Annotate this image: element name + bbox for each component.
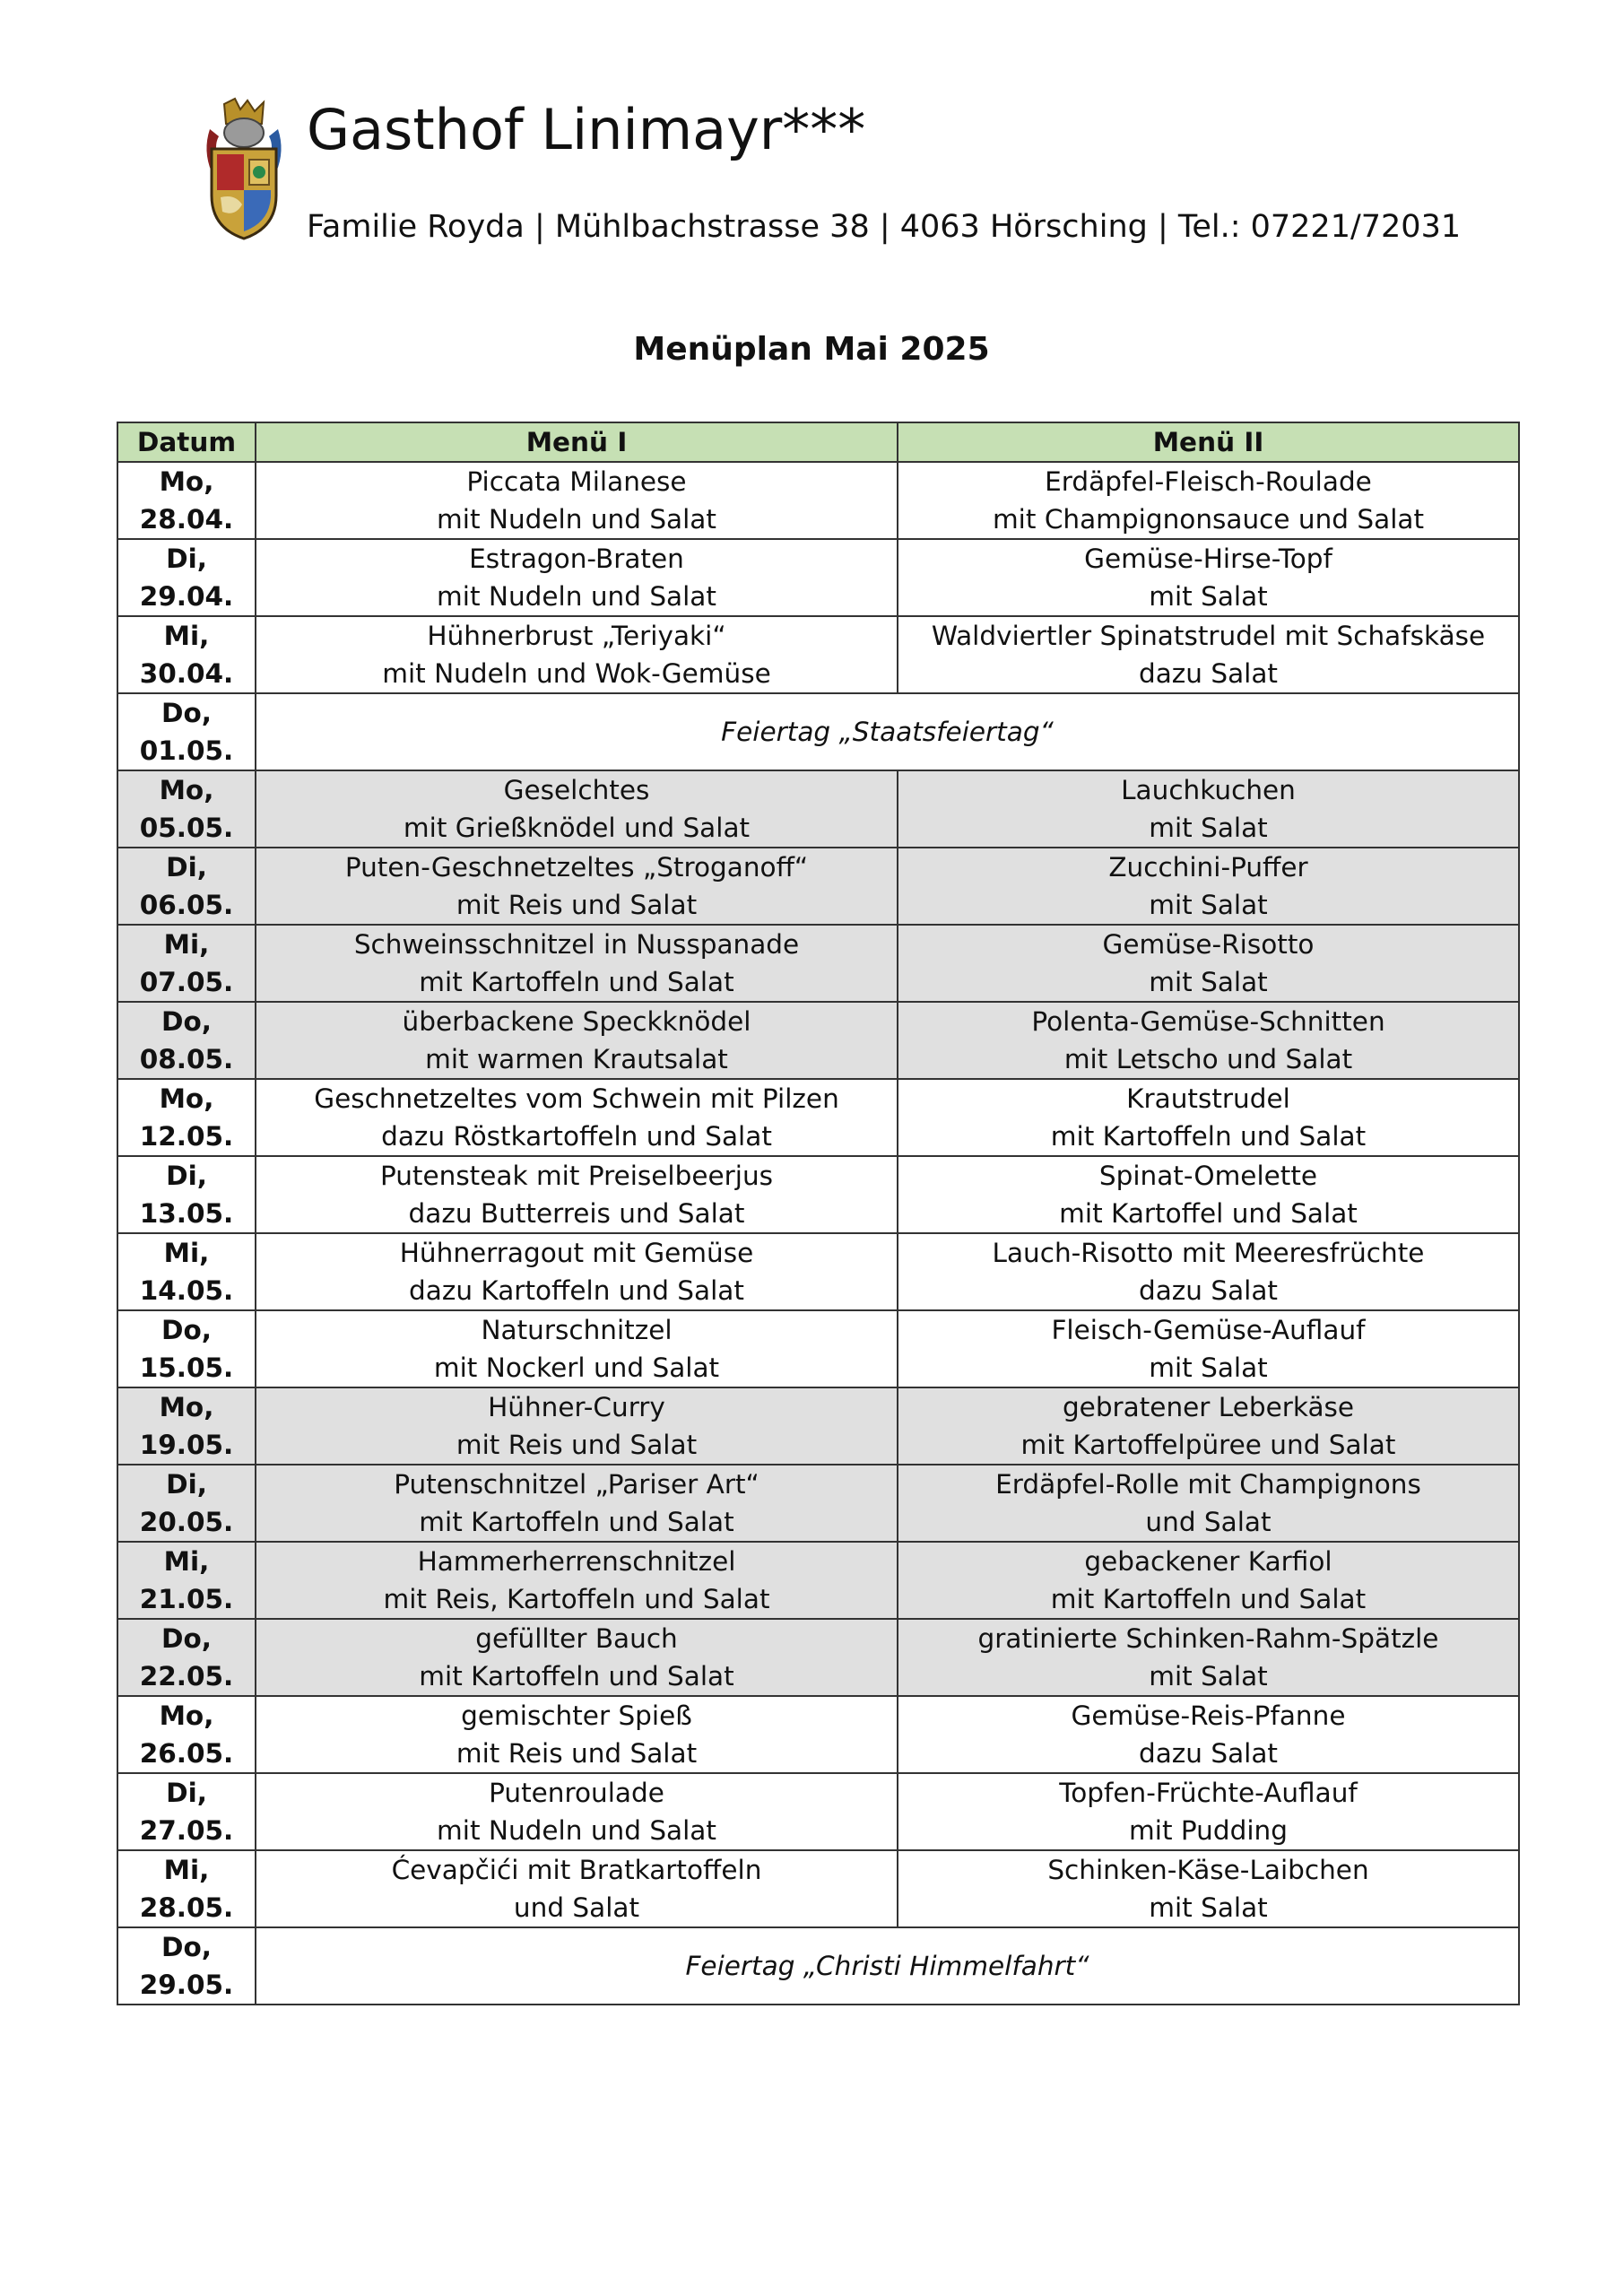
dish-side: dazu Butterreis und Salat	[408, 1198, 745, 1229]
dish-name: Hühnerragout mit Gemüse	[399, 1238, 754, 1268]
dish-name: Gemüse-Risotto	[1102, 929, 1315, 960]
dish-name: Estragon-Braten	[469, 544, 684, 574]
table-header-row	[117, 422, 1519, 462]
dish-side: mit Salat	[1149, 581, 1268, 612]
menu-2-cell	[898, 1850, 1519, 1927]
menu-1-cell	[256, 770, 898, 848]
date: 30.04.	[139, 658, 234, 689]
date: 19.05.	[139, 1430, 234, 1460]
dish-name: Gemüse-Reis-Pfanne	[1071, 1700, 1346, 1731]
menu-1-cell	[256, 1696, 898, 1773]
dish-side: dazu Kartoffeln und Salat	[409, 1275, 744, 1306]
dish-name: gebratener Leberkäse	[1062, 1392, 1355, 1422]
dish-side: mit Kartoffelpüree und Salat	[1020, 1430, 1396, 1460]
dish-side: mit Grießknödel und Salat	[403, 813, 751, 843]
dish-name: Schweinsschnitzel in Nusspanade	[353, 929, 800, 960]
date-cell	[117, 1079, 256, 1156]
date: 21.05.	[139, 1584, 234, 1614]
date: 29.04.	[139, 581, 234, 612]
menu-1-cell	[256, 1387, 898, 1465]
table-row	[117, 1233, 1519, 1310]
dish-side: mit Nudeln und Wok-Gemüse	[382, 658, 771, 689]
date: 06.05.	[139, 890, 234, 920]
dish-side: mit Nudeln und Salat	[437, 1815, 716, 1846]
date: 14.05.	[139, 1275, 234, 1306]
menu-2-cell	[898, 1233, 1519, 1310]
page-title: Menüplan Mai 2025	[633, 331, 990, 368]
weekday: Mo,	[159, 1083, 214, 1114]
date-cell	[117, 1542, 256, 1619]
table-row	[117, 462, 1519, 539]
menu-1-cell	[256, 1233, 898, 1310]
dish-name: Spinat-Omelette	[1098, 1161, 1318, 1191]
table-row	[117, 539, 1519, 616]
date: 27.05.	[139, 1815, 234, 1846]
dish-side: mit Salat	[1149, 1661, 1268, 1692]
dish-side: dazu Salat	[1138, 1275, 1278, 1306]
menu-2-cell	[898, 1079, 1519, 1156]
dish-name: Topfen-Früchte-Auflauf	[1059, 1778, 1358, 1808]
dish-side: mit Kartoffel und Salat	[1059, 1198, 1358, 1229]
menu-2-cell	[898, 1387, 1519, 1465]
weekday: Do,	[161, 1315, 212, 1345]
dish-name: gemischter Spieß	[461, 1700, 692, 1731]
table-row	[117, 1696, 1519, 1773]
menu-1-cell	[256, 1542, 898, 1619]
date-cell	[117, 848, 256, 925]
weekday: Mo,	[159, 1392, 214, 1422]
date: 12.05.	[139, 1121, 234, 1152]
menu-1-cell	[256, 1310, 898, 1387]
column-header-menu-1: Menü I	[256, 422, 898, 462]
table-row	[117, 1542, 1519, 1619]
date: 29.05.	[139, 1970, 234, 2000]
dish-name: Zucchini-Puffer	[1108, 852, 1308, 883]
menu-1-cell	[256, 1465, 898, 1542]
menu-1-cell	[256, 616, 898, 693]
dish-side: mit Champignonsauce und Salat	[992, 504, 1425, 535]
dish-name: Naturschnitzel	[481, 1315, 673, 1345]
date-cell	[117, 462, 256, 539]
weekday: Mi,	[163, 1546, 210, 1577]
table-row	[117, 770, 1519, 848]
dish-name: Waldviertler Spinatstrudel mit Schafskäse	[931, 621, 1486, 651]
holiday-label: Feiertag „Christi Himmelfahrt“	[685, 1951, 1089, 1981]
dish-side: mit Salat	[1149, 813, 1268, 843]
dish-side: mit Nockerl und Salat	[433, 1352, 720, 1383]
date-cell	[117, 1619, 256, 1696]
menu-1-cell	[256, 925, 898, 1002]
menu-1-cell	[256, 1619, 898, 1696]
date-cell	[117, 1850, 256, 1927]
date-cell	[117, 1310, 256, 1387]
weekday: Mo,	[159, 466, 214, 497]
menu-table	[117, 422, 1520, 2005]
dish-side: dazu Salat	[1138, 1738, 1278, 1769]
weekday: Di,	[166, 852, 207, 883]
date: 26.05.	[139, 1738, 234, 1769]
weekday: Di,	[166, 1469, 207, 1500]
dish-name: Hammerherrenschnitzel	[417, 1546, 736, 1577]
weekday: Di,	[166, 1161, 207, 1191]
date-cell	[117, 693, 256, 770]
dish-name: Ćevapčići mit Bratkartoffeln	[391, 1855, 762, 1885]
menu-1-cell	[256, 462, 898, 539]
menu-1-cell	[256, 1773, 898, 1850]
dish-name: gratinierte Schinken-Rahm-Spätzle	[977, 1623, 1439, 1654]
dish-side: mit Salat	[1149, 967, 1268, 997]
dish-side: mit Reis und Salat	[456, 1738, 698, 1769]
dish-name: Putenroulade	[489, 1778, 664, 1808]
table-row	[117, 848, 1519, 925]
menu-1-cell	[256, 848, 898, 925]
weekday: Mi,	[163, 929, 210, 960]
table-row	[117, 925, 1519, 1002]
dish-side: mit Pudding	[1129, 1815, 1288, 1846]
menu-2-cell	[898, 616, 1519, 693]
dish-side: mit Kartoffeln und Salat	[419, 967, 734, 997]
restaurant-name: Gasthof Linimayr***	[307, 97, 866, 162]
weekday: Mi,	[163, 621, 210, 651]
dish-side: und Salat	[513, 1892, 640, 1923]
menu-2-cell	[898, 462, 1519, 539]
dish-side: mit Kartoffeln und Salat	[419, 1507, 734, 1537]
weekday: Di,	[166, 1778, 207, 1808]
dish-name: Lauchkuchen	[1121, 775, 1296, 805]
weekday: Di,	[166, 544, 207, 574]
weekday: Do,	[161, 1932, 212, 1962]
weekday: Do,	[161, 1623, 212, 1654]
table-row	[117, 1850, 1519, 1927]
dish-side: mit Reis, Kartoffeln und Salat	[383, 1584, 770, 1614]
holiday-cell	[256, 693, 1519, 770]
dish-name: Geschnetzeltes vom Schwein mit Pilzen	[314, 1083, 839, 1114]
dish-name: gefüllter Bauch	[475, 1623, 678, 1654]
menu-2-cell	[898, 1310, 1519, 1387]
menu-1-cell	[256, 539, 898, 616]
table-row	[117, 616, 1519, 693]
date: 01.05.	[139, 735, 234, 766]
menu-1-cell	[256, 1156, 898, 1233]
letterhead	[199, 97, 1462, 258]
dish-name: Lauch-Risotto mit Meeresfrüchte	[992, 1238, 1425, 1268]
table-row	[117, 1619, 1519, 1696]
weekday: Mi,	[163, 1238, 210, 1268]
dish-side: mit Nudeln und Salat	[437, 504, 716, 535]
date-cell	[117, 925, 256, 1002]
menu-2-cell	[898, 1002, 1519, 1079]
dish-side: dazu Salat	[1138, 658, 1278, 689]
dish-side: mit Kartoffeln und Salat	[1050, 1584, 1367, 1614]
menu-2-cell	[898, 1156, 1519, 1233]
dish-side: mit Kartoffeln und Salat	[1050, 1121, 1367, 1152]
menu-2-cell	[898, 1773, 1519, 1850]
table-row	[117, 1156, 1519, 1233]
date: 13.05.	[139, 1198, 234, 1229]
restaurant-contact: Familie Royda | Mühlbachstrasse 38 | 4063 Hörsching | Tel.: 07221/72031	[307, 209, 1462, 245]
dish-name: Putenschnitzel „Pariser Art“	[394, 1469, 759, 1500]
date: 15.05.	[139, 1352, 234, 1383]
date: 22.05.	[139, 1661, 234, 1692]
menu-1-cell	[256, 1002, 898, 1079]
dish-name: Erdäpfel-Rolle mit Champignons	[995, 1469, 1421, 1500]
table-row	[117, 1310, 1519, 1387]
menu-1-cell	[256, 1850, 898, 1927]
dish-name: Putensteak mit Preiselbeerjus	[379, 1161, 774, 1191]
menu-1-cell	[256, 1079, 898, 1156]
dish-side: mit Salat	[1149, 1892, 1268, 1923]
dish-name: Hühnerbrust „Teriyaki“	[427, 621, 726, 651]
weekday: Mo,	[159, 775, 214, 805]
date-cell	[117, 770, 256, 848]
dish-side: mit Kartoffeln und Salat	[419, 1661, 734, 1692]
date: 28.05.	[139, 1892, 234, 1923]
date: 05.05.	[139, 813, 234, 843]
menu-2-cell	[898, 1465, 1519, 1542]
column-header-datum: Datum	[117, 422, 256, 462]
table-row	[117, 693, 1519, 770]
table-row	[117, 1387, 1519, 1465]
coat-of-arms-icon	[199, 97, 289, 240]
dish-name: Gemüse-Hirse-Topf	[1084, 544, 1332, 574]
date: 20.05.	[139, 1507, 234, 1537]
holiday-cell	[256, 1927, 1519, 2005]
table-row	[117, 1002, 1519, 1079]
table-row	[117, 1773, 1519, 1850]
weekday: Mi,	[163, 1855, 210, 1885]
date-cell	[117, 1696, 256, 1773]
date-cell	[117, 1465, 256, 1542]
date: 07.05.	[139, 967, 234, 997]
dish-name: Piccata Milanese	[466, 466, 687, 497]
dish-name: gebackener Karfiol	[1084, 1546, 1332, 1577]
dish-name: Schinken-Käse-Laibchen	[1047, 1855, 1369, 1885]
date: 28.04.	[139, 504, 234, 535]
dish-name: Fleisch-Gemüse-Auflauf	[1051, 1315, 1366, 1345]
table-row	[117, 1927, 1519, 2005]
dish-name: Geselchtes	[503, 775, 650, 805]
date-cell	[117, 1156, 256, 1233]
date-cell	[117, 1773, 256, 1850]
date-cell	[117, 1233, 256, 1310]
dish-side: mit Nudeln und Salat	[437, 581, 716, 612]
dish-side: dazu Röstkartoffeln und Salat	[381, 1121, 772, 1152]
date-cell	[117, 1387, 256, 1465]
date-cell	[117, 616, 256, 693]
dish-name: Hühner-Curry	[488, 1392, 665, 1422]
date-cell	[117, 539, 256, 616]
menu-2-cell	[898, 770, 1519, 848]
dish-name: Puten-Geschnetzeltes „Stroganoff“	[344, 852, 809, 883]
date-cell	[117, 1002, 256, 1079]
weekday: Mo,	[159, 1700, 214, 1731]
menu-2-cell	[898, 1696, 1519, 1773]
dish-side: mit Reis und Salat	[456, 1430, 698, 1460]
holiday-label: Feiertag „Staatsfeiertag“	[721, 717, 1054, 747]
dish-name: Erdäpfel-Fleisch-Roulade	[1045, 466, 1372, 497]
table-row	[117, 1465, 1519, 1542]
dish-side: und Salat	[1145, 1507, 1271, 1537]
dish-name: Krautstrudel	[1126, 1083, 1290, 1114]
menu-2-cell	[898, 539, 1519, 616]
weekday: Do,	[161, 698, 212, 728]
menu-2-cell	[898, 848, 1519, 925]
menu-2-cell	[898, 1542, 1519, 1619]
dish-name: Polenta-Gemüse-Schnitten	[1031, 1006, 1385, 1037]
menu-2-cell	[898, 1619, 1519, 1696]
date-cell	[117, 1927, 256, 2005]
date: 08.05.	[139, 1044, 234, 1074]
dish-side: mit Letscho und Salat	[1063, 1044, 1353, 1074]
dish-name: überbackene Speckknödel	[402, 1006, 751, 1037]
menu-2-cell	[898, 925, 1519, 1002]
column-header-menu-2: Menü II	[898, 422, 1519, 462]
dish-side: mit warmen Krautsalat	[425, 1044, 728, 1074]
dish-side: mit Reis und Salat	[456, 890, 698, 920]
weekday: Do,	[161, 1006, 212, 1037]
dish-side: mit Salat	[1149, 1352, 1268, 1383]
table-row	[117, 1079, 1519, 1156]
dish-side: mit Salat	[1149, 890, 1268, 920]
